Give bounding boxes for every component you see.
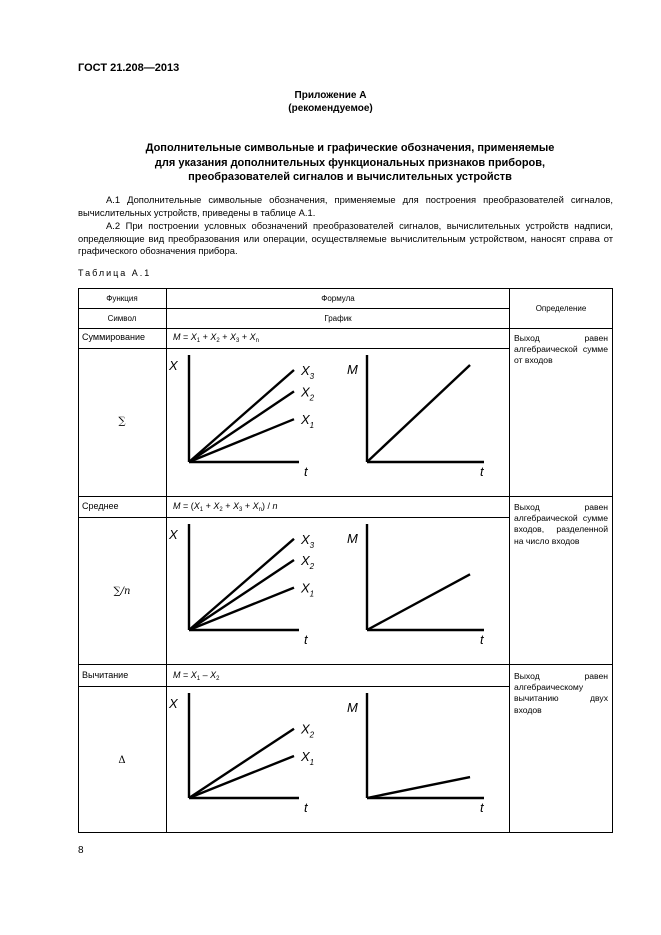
row3-symbol: Δ <box>118 755 126 766</box>
series-label-x2: $X_2$ <box>301 553 315 572</box>
row2-graph-left <box>167 518 337 664</box>
row2-function: Среднее <box>82 501 119 511</box>
y-axis-label: X <box>169 696 178 711</box>
row2-formula: $M = (X_1 + X_2 + X_3 + X_n) / n$ <box>173 501 278 513</box>
series-line-x3 <box>189 539 294 630</box>
output-line <box>367 574 470 630</box>
header-definition: Определение <box>535 304 587 313</box>
series-label-x3: $X_3$ <box>301 362 315 381</box>
series-label-x2: $X_2$ <box>301 384 315 403</box>
x-axis-label: t <box>304 632 308 647</box>
output-line <box>367 365 470 462</box>
header-divider <box>78 308 509 309</box>
title-line-2: для указания дополнительных функциональных признаков приборов, <box>154 156 546 169</box>
y-axis-label: M <box>347 531 358 546</box>
row2-symbol: ∑/n <box>113 586 131 597</box>
row1-graph-left <box>167 349 337 496</box>
table-border-bottom <box>78 832 613 833</box>
x-axis-label: t <box>480 464 484 479</box>
row1-function: Суммирование <box>82 332 145 342</box>
y-axis-label: M <box>347 362 358 377</box>
output-line <box>367 777 470 798</box>
y-axis-label: X <box>169 358 178 373</box>
title-line-3: преобразователей сигналов и вычислительных устройств <box>188 171 512 183</box>
series-label-x2: $X_2$ <box>301 721 315 740</box>
row2-definition: Выход равен алгебраической сумме входов, разделенной на число входов <box>514 502 608 546</box>
row1-symbol: ∑ <box>118 416 126 427</box>
row1-definition: Выход равен алгебраической сумме от входов <box>514 333 608 366</box>
title-line-1: Дополнительные символьные и графические обозначения, применяемые <box>145 142 555 154</box>
paragraph-a1: А.1 Дополнительные символьные обозначения, применяемые для построения преобразователей сигналов, вычислительных устройств, приведены в таблице А.1. <box>78 194 613 218</box>
series-label-x1: $X_1$ <box>301 580 315 599</box>
x-axis-label: t <box>480 632 484 647</box>
y-axis-label: X <box>169 527 178 542</box>
row1-formula: $M = X_1 + X_2 + X_3 + X_n$ <box>173 332 259 344</box>
x-axis-label: t <box>480 800 484 815</box>
header-function: Функция <box>106 294 138 303</box>
row2-graph-right <box>337 518 509 664</box>
page-number: 8 <box>78 845 84 856</box>
table-border-left <box>78 288 79 833</box>
row3-formula: $M = X_1 - X_2$ <box>173 670 220 682</box>
header-symbol: Символ <box>107 314 137 323</box>
table-a1 <box>78 288 613 833</box>
row2-bottom-line <box>78 664 613 665</box>
row3-graph-right <box>337 687 509 832</box>
row1-graph-right <box>337 349 509 496</box>
table-border-right <box>612 288 613 833</box>
appendix-subtitle: (рекомендуемое) <box>288 103 373 114</box>
document-title <box>80 141 620 185</box>
column-divider-2 <box>509 288 510 833</box>
row3-graph-left <box>167 687 337 832</box>
x-axis-label: t <box>304 464 308 479</box>
document-code: ГОСТ 21.208—2013 <box>78 62 180 74</box>
row1-bottom-line <box>78 496 613 497</box>
table-label: Таблица А.1 <box>78 268 152 278</box>
y-axis-label: M <box>347 700 358 715</box>
header-graph: График <box>324 314 352 323</box>
row3-function: Вычитание <box>82 670 129 680</box>
row3-definition: Выход равен алгебраическому вычитанию двух входов <box>514 671 608 715</box>
series-line-x3 <box>189 370 294 462</box>
series-label-x1: $X_1$ <box>301 749 315 767</box>
table-border-top <box>78 288 613 289</box>
paragraph-a2: А.2 При построении условных обозначений преобразователей сигналов, вычислительных устройств надписи, определяющие вид преобразования или операции, осуществляемые вычислительным устройством, наносят справа от графического обозначения прибора. <box>78 220 613 257</box>
appendix-title: Приложение А <box>294 90 367 101</box>
header-formula: Формула <box>321 294 355 303</box>
series-label-x1: $X_1$ <box>301 412 315 431</box>
header-bottom-line <box>78 328 613 329</box>
series-label-x3: $X_3$ <box>301 531 315 550</box>
x-axis-label: t <box>304 800 308 815</box>
